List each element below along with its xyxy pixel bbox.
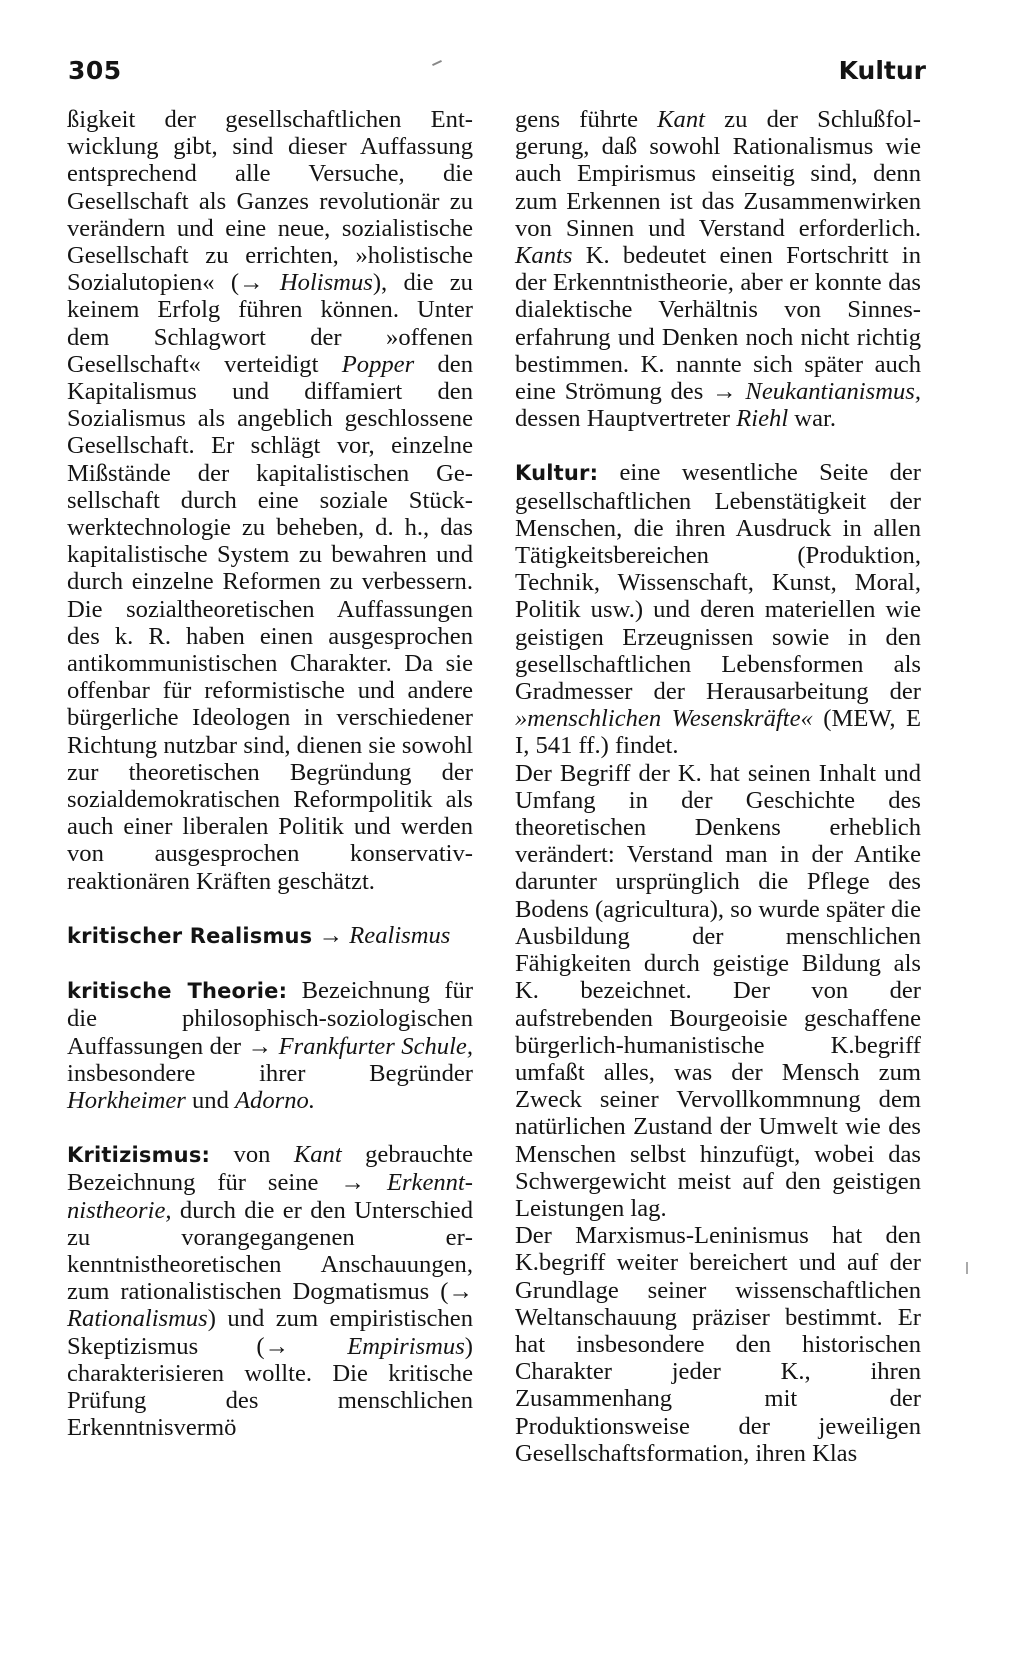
continued-entry-text bbox=[67, 106, 473, 895]
entry-kritischer-realismus bbox=[67, 922, 473, 950]
cross-reference: Frankfurter Schule, bbox=[278, 1032, 473, 1060]
left-column bbox=[67, 106, 473, 1441]
entry-headword: Kritizismus: bbox=[67, 1143, 211, 1168]
text-run: gens führte bbox=[515, 106, 658, 133]
text-run: Bezeichnung für die philosophisch-soziologischen Auffassungen der → bbox=[67, 977, 474, 1060]
person-name: Kants bbox=[515, 242, 573, 270]
text-run: ) charakterisieren wollte. Die kritische Prüfung des menschlichen Erkenntnisvermö bbox=[67, 1332, 473, 1442]
text-run: eine wesentliche Seite der gesellschaftlichen Lebenstätigkeit der Menschen, die ihren Ausdruck in allen Tätigkeitsbereichen (Produktion, Technik, Wissenschaft, Kunst, Moral, Politik usw.) und deren materiellen wie geistigen Erzeugnissen sowie in den gesellschaftlichen Lebensformen als Gradmesser der Herausarbeitung der bbox=[515, 459, 921, 706]
text-run: insbesondere ihrer Begründer bbox=[67, 1059, 473, 1087]
person-name: Kant bbox=[657, 106, 705, 133]
cross-reference: Rationalismus bbox=[67, 1305, 208, 1333]
text-run: zu der Schlußfolgerung, daß sowohl Rationalismus wie auch Empirismus einseitig sind, denn zum Erkennen ist das Zusammenwirken von Sinnen und Verstand erforderlich. bbox=[515, 106, 921, 242]
cross-reference: Neukantianismus, bbox=[745, 378, 921, 406]
text-run: war. bbox=[788, 405, 836, 433]
right-column bbox=[515, 106, 921, 1467]
text-run: den Kapitalismus und diffamiert den Sozialismus als angeblich geschlossene Gesellschaft. Er schlägt vor, einzelne Mißstände der kapitalistischen Gesellschaft durch eine soziale Stückwerktechnologie zu beheben, d. h., das kapitalistische System zu bewahren und durch einzelne Reformen zu verbessern. Die sozialtheoretischen Auffassungen des k. R. haben einen ausgesprochen antikommunistischen Charakter. Da sie offenbar für reformistische und andere bürgerliche Ideologen in verschiedener Richtung nutzbar sind, dienen sie sowohl zur theoretischen Begründung der sozialdemokratischen Reformpolitik als auch einer liberalen Politik und werden von ausgesprochen konservativ-reaktionären Kräften geschätzt. bbox=[67, 350, 473, 895]
entry-headword: Kultur: bbox=[515, 461, 599, 486]
cross-reference: Empirismus bbox=[347, 1332, 465, 1360]
scan-mark bbox=[432, 60, 442, 66]
entry-kritische-theorie bbox=[67, 977, 473, 1114]
entry-paragraph: Der Marxismus-Leninismus hat den K.begriff weiter bereichert und auf der Grundlage seiner wissenschaftlichen Weltanschauung präziser bestimmt. Er hat insbesondere den historischen Charakter jeder K., ihren Zusammenhang mit der Produktionsweise der jeweiligen Gesellschaftsformation, ihren Klas bbox=[515, 1222, 921, 1467]
running-head: Kultur bbox=[838, 56, 926, 85]
entry-kultur bbox=[515, 459, 921, 759]
entry-paragraph: Der Begriff der K. hat seinen Inhalt und Umfang in der Geschichte des theoretischen Denkens erheblich verändert: Verstand man in der Antike darunter ursprünglich die Pflege des Bodens (agricultura), so wurde später die Ausbildung der menschlichen Fähigkeiten durch geistige Bildung als K. bezeichnet. Der von der aufstrebenden Bourgeoisie geschaffene bürgerlich-humanistische K.begriff umfaßt alles, was der Mensch zum Zweck seiner Vervollkommnung dem natürlichen Zustand der Umwelt wie des Menschen selbst hinzufügt, wobei das Schwergewicht meist auf den geistigen Leistungen lag. bbox=[515, 759, 921, 1222]
text-run: → bbox=[239, 269, 280, 297]
text-run: dessen Hauptvertreter bbox=[515, 405, 737, 433]
person-name: Horkheimer bbox=[67, 1086, 186, 1114]
text-run: durch die er den Unterschied zu vorangegangenen erkenntnistheoretischen Anschauungen, zum rationalistischen Dogmatismus (→ bbox=[67, 1196, 473, 1306]
page-number: 305 bbox=[68, 56, 122, 85]
cross-reference: Holismus bbox=[279, 269, 373, 297]
person-name: Kant bbox=[293, 1141, 342, 1169]
text-run: K. bedeutet einen Fortschritt in der Erkenntnistheorie, aber er konnte das dialektische Verhältnis von Sinneserfahrung und Denken noch nicht richtig bestimmen. K. nannte sich später auch eine Strömung des → bbox=[515, 242, 921, 406]
quotation: »menschlichen Wesenskräfte« bbox=[515, 705, 813, 733]
text-run: → bbox=[312, 921, 350, 949]
person-name: Popper bbox=[341, 350, 415, 378]
text-run: ) und zum empiristischen Skeptizismus (→ bbox=[67, 1305, 473, 1360]
text-run: ßigkeit der gesellschaftlichen Entwicklung gibt, sind dieser Auffassung entsprechend alle Versuche, die Gesellschaft als Ganzes revolutionär zu verändern und eine neue, sozialistische Gesellschaft zu errichten, »holistische Sozialutopien« ( bbox=[67, 106, 473, 297]
continued-entry-text bbox=[515, 106, 921, 432]
cross-reference: Realismus bbox=[349, 921, 451, 949]
person-name: Riehl bbox=[736, 405, 789, 433]
entry-kritizismus bbox=[67, 1141, 473, 1441]
text-run: von bbox=[210, 1141, 294, 1169]
entry-headword: kritischer Realismus bbox=[67, 923, 313, 948]
cross-reference: Erkenntnistheorie, bbox=[67, 1169, 473, 1224]
text-run: und bbox=[185, 1086, 236, 1114]
text-run: ), die zu keinem Erfolg führen können. Unter dem Schlagwort der »offenen Gesellschaft« verteidigt bbox=[67, 269, 473, 378]
entry-headword: kritische Theorie: bbox=[67, 979, 288, 1004]
person-name: Adorno. bbox=[235, 1086, 315, 1114]
scan-mark bbox=[966, 1262, 968, 1274]
text-run: (MEW, E I, 541 ff.) findet. bbox=[515, 705, 921, 760]
text-run: gebrauchte Bezeichnung für seine → bbox=[67, 1141, 473, 1197]
